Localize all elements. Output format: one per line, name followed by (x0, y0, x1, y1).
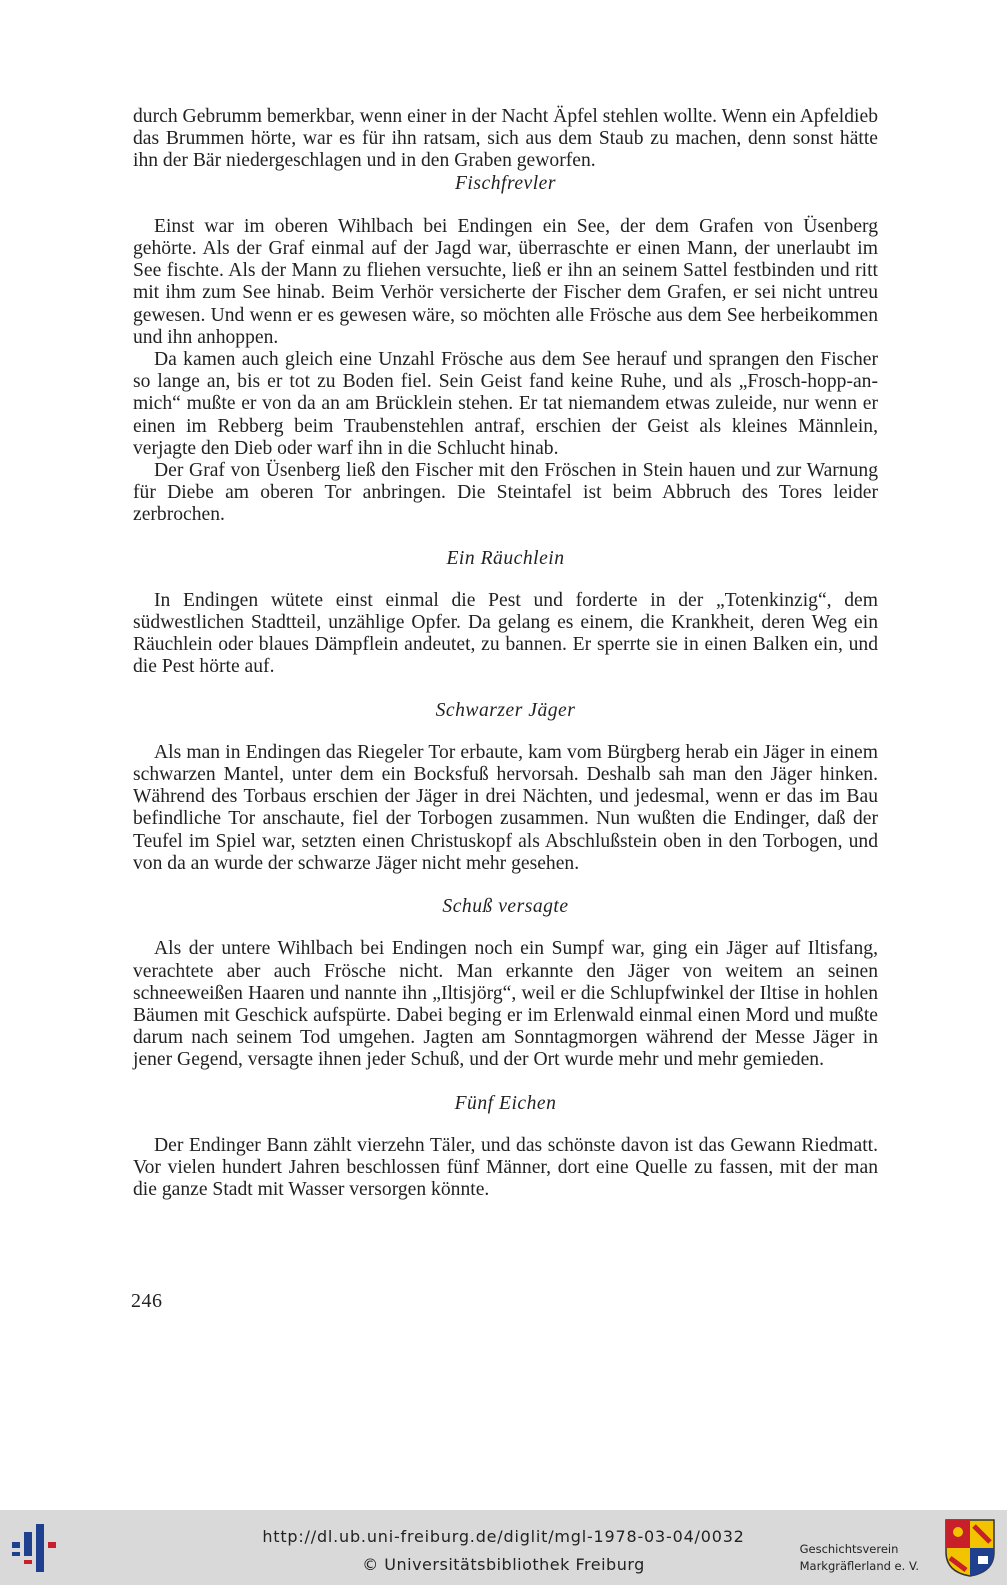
footer-url-link[interactable]: http://dl.ub.uni-freiburg.de/diglit/mgl-1978-03-04/0032 (262, 1527, 745, 1546)
paragraph: Als man in Endingen das Riegeler Tor erbaute, kam vom Bürgberg herab ein Jäger in einem schwarzen Mantel, unter dem ein Bocksfuß hervorsah. Deshalb sah man den Jäger hinken. Während des Torbaus erschien der Jäger in drei Nächten, und jedesmal, wenn er das im Bau befindliche Tor anschaute, fiel der Torbogen zusammen. Nun wußten die Endinger, daß der Teufel im Spiel war, setzten einen Christuskopf als Abschlußstein oben in den Torbogen, und von da an wurde der schwarze Jäger nicht mehr gesehen. (133, 741, 878, 874)
society-line-1: Geschichtsverein (799, 1542, 899, 1556)
footer-bar (0, 1510, 1007, 1585)
paragraph: Der Graf von Üsenberg ließ den Fischer mit den Fröschen in Stein hauen und zur Warnung für Diebe am oberen Tor anbringen. Die Steintafel ist beim Abbruch des Tores leider zerbrochen. (133, 460, 878, 526)
coat-of-arms-icon (944, 1518, 996, 1578)
paragraph: Einst war im oberen Wihlbach bei Endingen ein See, der dem Grafen von Üsenberg gehörte. Als der Graf einmal auf der Jagd war, überraschte er einen Mann, der unerlaubt im See fischte. Als der Mann zu fliehen versuchte, ließ er ihn an seinem Sattel festbinden und ritt mit ihm zum See hinab. Beim Verhör versicherte der Fischer dem Grafen, er sei nicht untreu gewesen. Und wenn er es gewesen wäre, so möchten alle Frösche aus dem See herbeikommen und ihn anhoppen. (133, 215, 878, 348)
paragraph: Da kamen auch gleich eine Unzahl Frösche aus dem See herauf und sprangen den Fischer so lange an, bis er tot zu Boden fiel. Sein Geist fand keine Ruhe, und als „Frosch-hopp-an-mich“ mußte er von da an am Brücklein stehen. Er tat niemandem etwas zuleide, nur wenn er einen im Rebberg beim Traubenstehlen antraf, erschien der Geist als kleines Männlein, verjagte den Dieb oder warf ihn in die Schlucht hinab. (133, 349, 878, 459)
paragraph: Der Endinger Bann zählt vierzehn Täler, und das schönste davon ist das Gewann Riedmatt. Vor vielen hundert Jahren beschlossen fünf Männer, dort eine Quelle zu fassen, mit der man die ganze Stadt mit Wasser versorgen könnte. (133, 1134, 878, 1201)
intro-paragraph: durch Gebrumm bemerkbar, wenn einer in der Nacht Äpfel stehlen wollte. Wenn ein Apfeldieb das Brummen hörte, war es für ihn ratsam, sich aus dem Staub zu machen, denn sonst hätte ihn der Bär niedergeschlagen und in den Graben geworfen. (133, 106, 878, 172)
society-name (800, 1541, 919, 1575)
page-number: 246 (131, 1290, 163, 1312)
paragraph: In Endingen wütete einst einmal die Pest und forderte in der „Totenkinzig“, dem südwestlichen Stadtteil, unzählige Opfer. Da gelang es einem, die Krankheit, deren Weg ein Räuchlein oder blaues Dämpflein andeutet, zu bannen. Er sperrte sie in einen Balken ein, und die Pest hörte auf. (133, 589, 878, 678)
section-title-fuenf-eichen: Fünf Eichen (454, 1092, 557, 1114)
text-body (133, 106, 878, 1201)
footer-copyright: © Universitätsbibliothek Freiburg (362, 1555, 645, 1574)
section-title-schwarzer-jaeger: Schwarzer Jäger (435, 699, 576, 721)
paragraph: Als der untere Wihlbach bei Endingen noch ein Sumpf war, ging ein Jäger auf Iltisfang, verachtete aber auch Frösche nicht. Man erkannte den Jäger von weitem an seinen schneeweißen Haaren und nannte ihn „Iltisjörg“, weil er die Schlupfwinkel der Iltise in hohlen Bäumen mit Geschick aufspürte. Dabei beging er im Erlenwald einmal einen Mord und mußte darum nach seinem Tod umgehen. Jagten am Sonntagmorgen während der Messe Jäger in jener Gegend, versagte ihnen jeder Schuß, und der Ort wurde mehr und mehr gemieden. (133, 938, 878, 1071)
section-title-schuss-versagte: Schuß versagte (442, 896, 569, 918)
section-title-fischfrevler: Fischfrevler (454, 172, 557, 194)
society-line-2: Markgräflerland e. V. (799, 1559, 919, 1573)
section-title-ein-raeuchlein: Ein Räuchlein (446, 547, 565, 569)
